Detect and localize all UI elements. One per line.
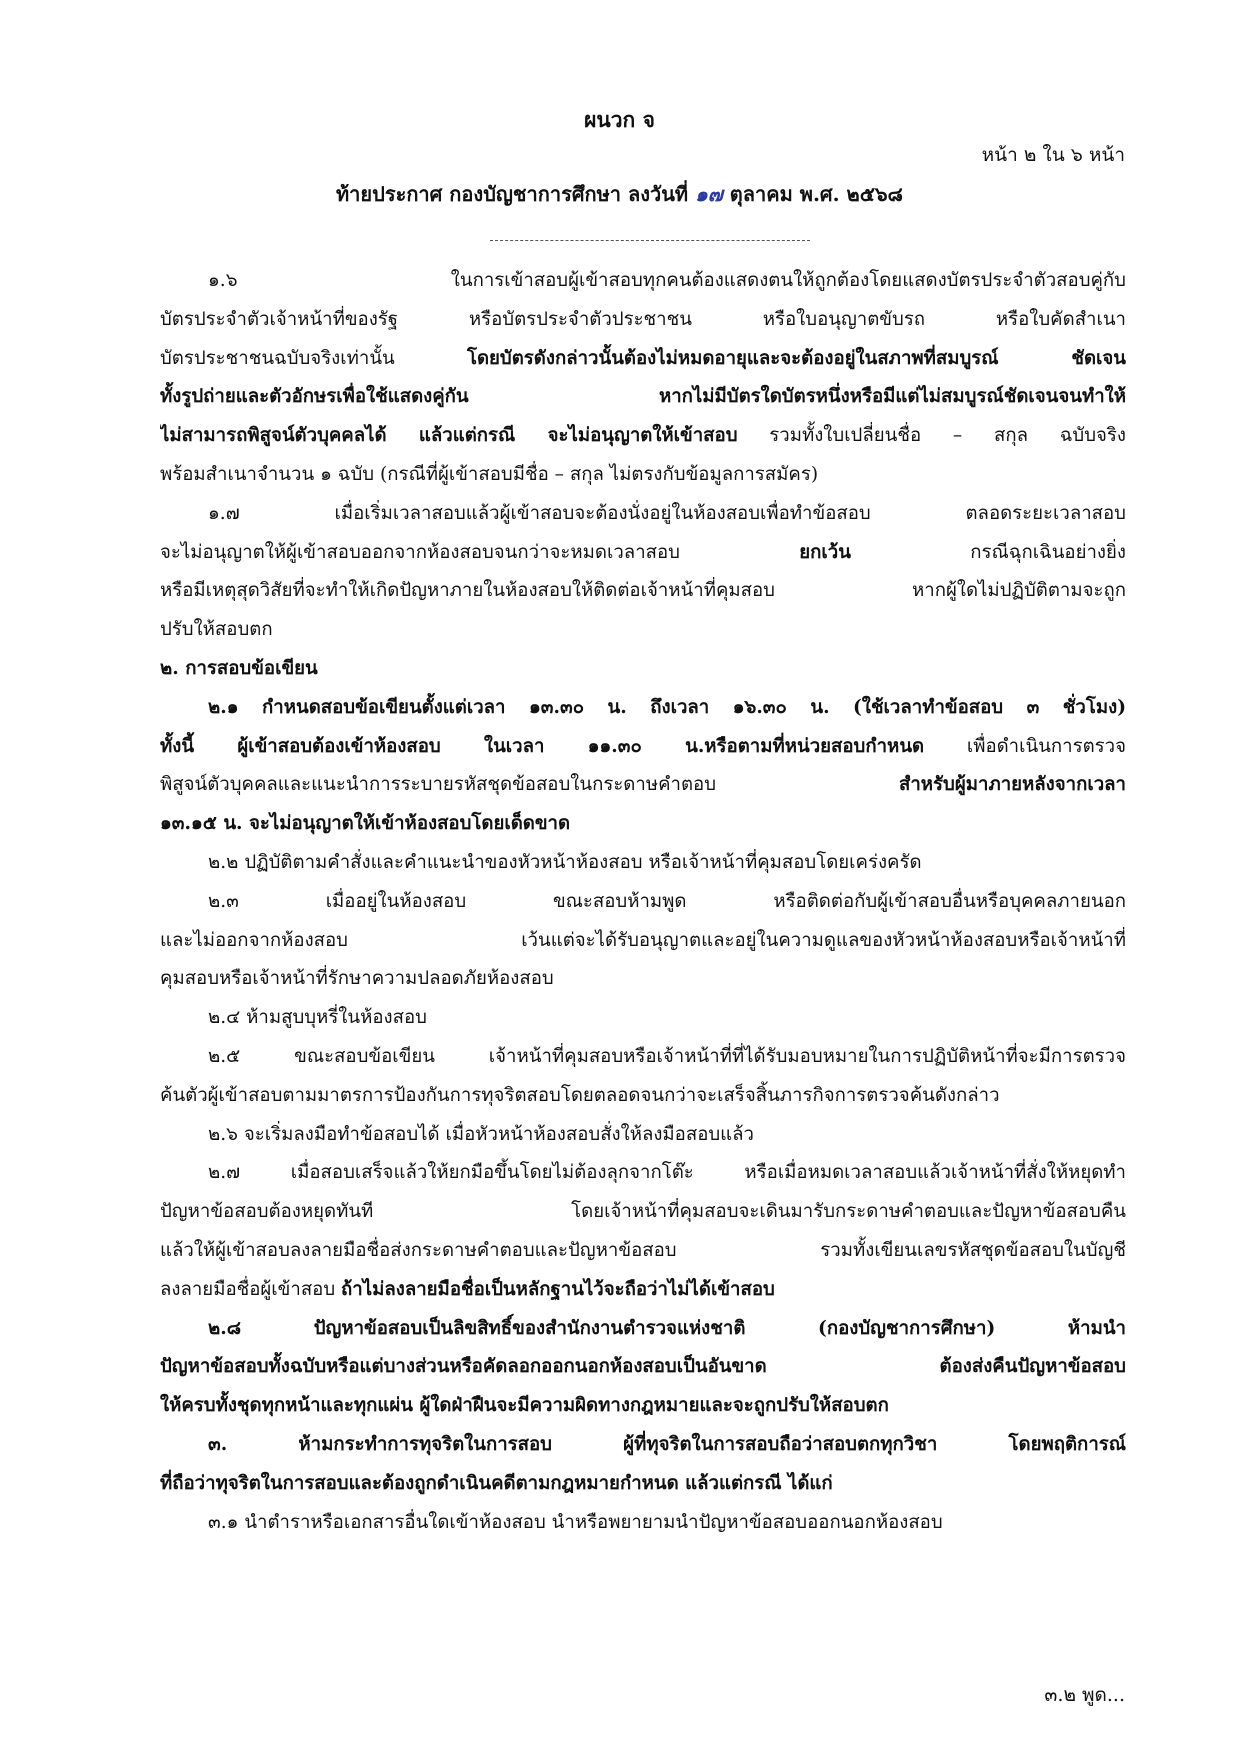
header-suffix: ตุลาคม พ.ศ. ๒๕๖๘ [722, 182, 903, 206]
paragraph-line: ๒.๔ ห้ามสูบบุหรี่ในห้องสอบ [208, 1007, 427, 1029]
paragraph-line: ทั้งรูปถ่ายและตัวอักษรเพื่อใช้แสดงคู่กัน หากไม่มีบัตรใดบัตรหนึ่งหรือมีแต่ไม่สมบูรณ์ชัดเจนจนทำให้ [160, 386, 1126, 408]
paragraph-line: บัตรประชาชนฉบับจริงเท่านั้น โดยบัตรดังกล่าวนั้นต้องไม่หมดอายุและจะต้องอยู่ในสภาพที่สมบูรณ์ ชัดเจน [160, 347, 1126, 369]
paragraph-line: ปัญหาข้อสอบต้องหยุดทันที โดยเจ้าหน้าที่คุมสอบจะเดินมารับกระดาษคำตอบและปัญหาข้อสอบคืน [160, 1201, 1126, 1223]
paragraph-line: ๒.๒ ปฏิบัติตามคำสั่งและคำแนะนำของหัวหน้าห้องสอบ หรือเจ้าหน้าที่คุมสอบโดยเคร่งครัด [208, 851, 922, 873]
paragraph-line: ๓. ห้ามกระทำการทุจริตในการสอบ ผู้ที่ทุจริตในการสอบถือว่าสอบตกทุกวิชา โดยพฤติการณ์ [208, 1433, 1126, 1455]
paragraph-line: ที่ถือว่าทุจริตในการสอบและต้องถูกดำเนินคดีตามกฎหมายกำหนด แล้วแต่กรณี ได้แก่ [160, 1472, 833, 1494]
paragraph-line: บัตรประจำตัวเจ้าหน้าที่ของรัฐ หรือบัตรประจำตัวประชาชน หรือใบอนุญาตขับรถ หรือใบคัดสำเนา [160, 308, 1126, 330]
paragraph-line: ไม่สามารถพิสูจน์ตัวบุคคลได้ แล้วแต่กรณี จะไม่อนุญาตให้เข้าสอบ รวมทั้งใบเปลี่ยนชื่อ – สกุล ฉบับจริง [160, 425, 1126, 447]
paragraph-line: ค้นตัวผู้เข้าสอบตามมาตรการป้องกันการทุจริตสอบโดยตลอดจนกว่าจะเสร็จสิ้นภารกิจการตรวจค้นดังกล่าว [160, 1084, 1000, 1106]
paragraph-line: พร้อมสำเนาจำนวน ๑ ฉบับ (กรณีที่ผู้เข้าสอบมีชื่อ – สกุล ไม่ตรงกับข้อมูลการสมัคร) [160, 463, 819, 485]
announcement-header [0, 178, 1239, 210]
paragraph-line: ๒.๖ จะเริ่มลงมือทำข้อสอบได้ เมื่อหัวหน้าห้องสอบสั่งให้ลงมือสอบแล้ว [208, 1123, 754, 1145]
paragraph-line: แล้วให้ผู้เข้าสอบลงลายมือชื่อส่งกระดาษคำตอบและปัญหาข้อสอบ รวมทั้งเขียนเลขรหัสชุดข้อสอบในบัญชี [160, 1239, 1126, 1261]
paragraph-line: ๒.๗ เมื่อสอบเสร็จแล้วให้ยกมือขึ้นโดยไม่ต้องลุกจากโต๊ะ หรือเมื่อหมดเวลาสอบแล้วเจ้าหน้าที่สั่งให้หยุดทำ [208, 1162, 1126, 1184]
paragraph-line: ให้ครบทั้งชุดทุกหน้าและทุกแผ่น ผู้ใดฝ่าฝืนจะมีความผิดทางกฎหมายและจะถูกปรับให้สอบตก [160, 1395, 889, 1417]
paragraph-line: ๒.๕ ขณะสอบข้อเขียน เจ้าหน้าที่คุมสอบหรือเจ้าหน้าที่ที่ได้รับมอบหมายในการปฏิบัติหน้าที่จะมีการตรวจ [208, 1045, 1126, 1067]
paragraph-line: ปรับให้สอบตก [160, 619, 273, 641]
paragraph-line: จะไม่อนุญาตให้ผู้เข้าสอบออกจากห้องสอบจนกว่าจะหมดเวลาสอบ ยกเว้น กรณีฉุกเฉินอย่างยิ่ง [160, 541, 1126, 563]
document-body [160, 262, 1126, 1542]
paragraph-line: พิสูจน์ตัวบุคคลและแนะนำการระบายรหัสชุดข้อสอบในกระดาษคำตอบ สำหรับผู้มาภายหลังจากเวลา [160, 774, 1126, 796]
paragraph-line: หรือมีเหตุสุดวิสัยที่จะทำให้เกิดปัญหาภายในห้องสอบให้ติดต่อเจ้าหน้าที่คุมสอบ หากผู้ใดไม่ปฏิบัติตามจะถูก [160, 580, 1126, 602]
paragraph-line: ๒.๑ กำหนดสอบข้อเขียนตั้งแต่เวลา ๑๓.๓๐ น. ถึงเวลา ๑๖.๓๐ น. (ใช้เวลาทำข้อสอบ ๓ ชั่วโมง) [208, 696, 1126, 718]
annex-title: ผนวก จ [584, 107, 655, 132]
paragraph-line: ๑.๗ เมื่อเริ่มเวลาสอบแล้วผู้เข้าสอบจะต้องนั่งอยู่ในห้องสอบเพื่อทำข้อสอบ ตลอดระยะเวลาสอบ [208, 502, 1126, 524]
paragraph-line: ลงลายมือชื่อผู้เข้าสอบ ถ้าไม่ลงลายมือชื่อเป็นหลักฐานไว้จะถือว่าไม่ได้เข้าสอบ [160, 1278, 775, 1300]
separator-line [490, 240, 810, 241]
header-prefix: ท้ายประกาศ กองบัญชาการศึกษา ลงวันที่ [336, 182, 696, 206]
handwritten-date: ๑๗ [695, 182, 723, 206]
continuation-marker: ๓.๒ พูด... [1044, 1684, 1125, 1706]
paragraph-line: ๒.๘ ปัญหาข้อสอบเป็นลิขสิทธิ์ของสำนักงานตำรวจแห่งชาติ (กองบัญชาการศึกษา) ห้ามนำ [208, 1317, 1126, 1339]
paragraph-line: ๑๓.๑๕ น. จะไม่อนุญาตให้เข้าห้องสอบโดยเด็ดขาด [160, 813, 571, 835]
section-heading: ๒. การสอบข้อเขียน [160, 657, 318, 679]
page-indicator: หน้า ๒ ใน ๖ หน้า [981, 144, 1125, 166]
paragraph-line: ทั้งนี้ ผู้เข้าสอบต้องเข้าห้องสอบ ในเวลา ๑๑.๓๐ น.หรือตามที่หน่วยสอบกำหนด เพื่อดำเนินการตรวจ [160, 735, 1126, 757]
paragraph-line: ปัญหาข้อสอบทั้งฉบับหรือแต่บางส่วนหรือคัดลอกออกนอกห้องสอบเป็นอันขาด ต้องส่งคืนปัญหาข้อสอบ [160, 1356, 1126, 1378]
paragraph-line: ๓.๑ นำตำราหรือเอกสารอื่นใดเข้าห้องสอบ นำหรือพยายามนำปัญหาข้อสอบออกนอกห้องสอบ [208, 1511, 943, 1533]
paragraph-line: ๑.๖ ในการเข้าสอบผู้เข้าสอบทุกคนต้องแสดงตนให้ถูกต้องโดยแสดงบัตรประจำตัวสอบคู่กับ [208, 270, 1126, 291]
paragraph-line: คุมสอบหรือเจ้าหน้าที่รักษาความปลอดภัยห้องสอบ [160, 968, 554, 990]
paragraph-line: ๒.๓ เมื่ออยู่ในห้องสอบ ขณะสอบห้ามพูด หรือติดต่อกับผู้เข้าสอบอื่นหรือบุคคลภายนอก [208, 890, 1126, 912]
paragraph-line: และไม่ออกจากห้องสอบ เว้นแต่จะได้รับอนุญาตและอยู่ในความดูแลของหัวหน้าห้องสอบหรือเจ้าหน้าที่ [160, 929, 1126, 951]
